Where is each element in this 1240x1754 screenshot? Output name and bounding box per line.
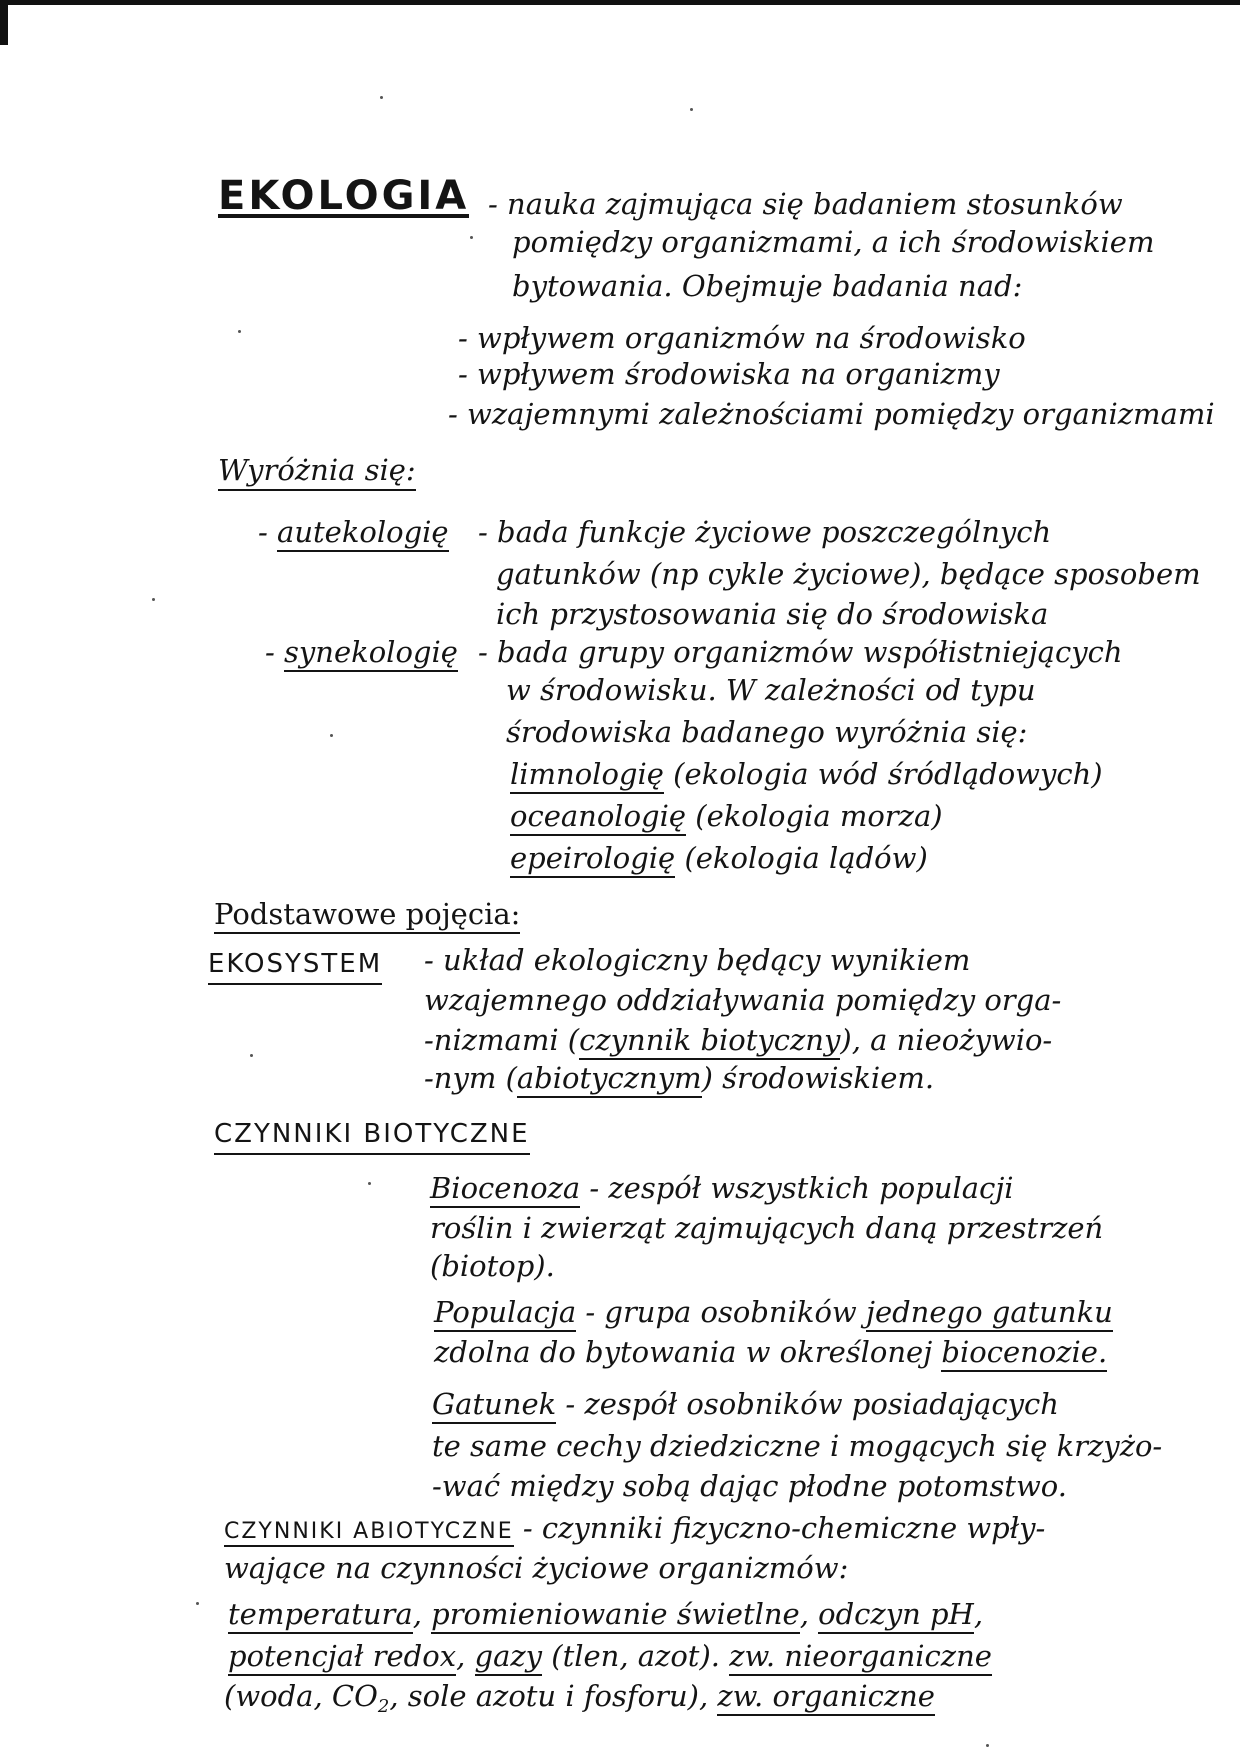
distinguish-label: Wyróżnia się: bbox=[218, 452, 416, 491]
species-line-3: -wać między sobą dając płodne potomstwo. bbox=[432, 1469, 1067, 1503]
abiotic-term: abiotycznym bbox=[517, 1061, 702, 1098]
synecology-term: synekologię bbox=[284, 635, 458, 672]
text-run: - grupa osobników bbox=[585, 1295, 866, 1329]
ecosystem-line-1: - układ ekologiczny będący wynikiem bbox=[424, 943, 971, 977]
text-run: - czynniki fizyczno-chemiczne wpły- bbox=[522, 1511, 1046, 1545]
species-line-1 bbox=[432, 1386, 1059, 1422]
abiotic-line-1 bbox=[224, 1510, 1045, 1550]
species-term: Gatunek bbox=[432, 1387, 556, 1424]
synecology-line-2: w środowisku. W zależności od typu bbox=[506, 673, 1036, 707]
heading-line-3: bytowania. Obejmuje badania nad: bbox=[512, 269, 1023, 303]
subfield-epeirology bbox=[510, 840, 928, 876]
scope-item-1: - wpływem organizmów na środowisko bbox=[458, 321, 1026, 355]
scan-speck bbox=[368, 1182, 371, 1185]
basics-label bbox=[214, 896, 520, 932]
ecosystem-line-4 bbox=[424, 1060, 934, 1096]
scan-speck bbox=[238, 330, 241, 333]
subfield-term: epeirologię bbox=[510, 841, 675, 878]
text-run: , sole azotu i fosforu), bbox=[389, 1679, 718, 1713]
synecology-item: - synekologię bbox=[265, 634, 458, 670]
heading-title: EKOLOGIA bbox=[218, 173, 470, 219]
one-species-term: jednego gatunku bbox=[866, 1295, 1113, 1332]
subfield-limnology bbox=[510, 756, 1103, 792]
species-line-2: te same cechy dziedziczne i mogących się krzyżo- bbox=[432, 1429, 1163, 1463]
factor-organic: zw. organiczne bbox=[717, 1679, 935, 1716]
text-run: -nizmami ( bbox=[424, 1023, 580, 1057]
text-run: , bbox=[799, 1597, 819, 1631]
ecosystem-term: EKOSYSTEM bbox=[208, 946, 382, 985]
text-run: (woda, CO bbox=[224, 1679, 378, 1713]
factor-ph: odczyn pH bbox=[818, 1597, 974, 1634]
scan-speck bbox=[196, 1602, 199, 1605]
ecosystem-line-3 bbox=[424, 1022, 1052, 1058]
text-run: - zespół osobników posiadających bbox=[565, 1387, 1059, 1421]
scan-speck bbox=[986, 1744, 989, 1747]
biocenosis-line-1 bbox=[430, 1170, 1014, 1206]
scan-speck bbox=[330, 734, 333, 737]
subfield-term: limnologię bbox=[510, 757, 664, 794]
biocenosis-term: Biocenoza bbox=[430, 1171, 580, 1208]
text-run: ), a nieożywio- bbox=[840, 1023, 1053, 1057]
synecology-line-1: - bada grupy organizmów współistniejących bbox=[478, 635, 1123, 669]
subscript: 2 bbox=[377, 1696, 390, 1717]
biocenosis-line-3: (biotop). bbox=[430, 1249, 555, 1283]
ecosystem-line-2: wzajemnego oddziaływania pomiędzy orga- bbox=[424, 983, 1062, 1017]
biotic-label: CZYNNIKI BIOTYCZNE bbox=[214, 1116, 530, 1155]
synecology-line-3: środowiska badanego wyróżnia się: bbox=[506, 715, 1028, 749]
population-line-1 bbox=[434, 1294, 1113, 1330]
biocenosis-line-2: roślin i zwierząt zajmujących daną przestrzeń bbox=[430, 1211, 1104, 1245]
factor-gases: gazy bbox=[475, 1639, 543, 1676]
subfield-oceanology bbox=[510, 798, 943, 834]
scan-speck bbox=[152, 598, 155, 601]
heading-line-1: - nauka zajmująca się badaniem stosunków bbox=[488, 187, 1123, 221]
biotic-factor-term: czynnik biotyczny bbox=[579, 1023, 840, 1060]
scan-speck bbox=[250, 1054, 253, 1057]
autecology-line-2: gatunków (np cykle życiowe), będące sposobem bbox=[496, 557, 1201, 591]
abiotic-line-3 bbox=[228, 1596, 983, 1632]
text-run: , bbox=[456, 1639, 475, 1673]
abiotic-line-4 bbox=[228, 1638, 992, 1674]
scan-speck bbox=[690, 108, 693, 111]
scan-speck bbox=[380, 96, 383, 99]
scope-item-3: - wzajemnymi zależnościami pomiędzy organizmami bbox=[448, 397, 1215, 431]
subfield-desc: (ekologia wód śródlądowych) bbox=[673, 757, 1103, 791]
abiotic-line-5 bbox=[224, 1678, 935, 1725]
autecology-line-1: - bada funkcje życiowe poszczególnych bbox=[478, 515, 1052, 549]
scan-speck bbox=[470, 236, 473, 239]
biocenosis-ref: biocenozie. bbox=[941, 1335, 1107, 1372]
subfield-desc: (ekologia lądów) bbox=[684, 841, 928, 875]
abiotic-line-2: wające na czynności życiowe organizmów: bbox=[224, 1551, 849, 1585]
text-run: ) środowiskiem. bbox=[701, 1061, 935, 1095]
subfield-term: oceanologię bbox=[510, 799, 686, 836]
factor-inorganic: zw. nieorganiczne bbox=[729, 1639, 992, 1676]
scope-item-2: - wpływem środowiska na organizmy bbox=[458, 357, 1000, 391]
subfield-desc: (ekologia morza) bbox=[695, 799, 943, 833]
text-run: zdolna do bytowania w określonej bbox=[434, 1335, 942, 1369]
population-term: Populacja bbox=[434, 1295, 576, 1332]
text-run: (tlen, azot). bbox=[542, 1639, 730, 1673]
text-run: - zespół wszystkich populacji bbox=[589, 1171, 1014, 1205]
basics-label-text: Podstawowe pojęcia: bbox=[214, 897, 520, 934]
population-line-2 bbox=[434, 1334, 1107, 1370]
factor-light: promieniowanie świetlne bbox=[431, 1597, 800, 1634]
factor-redox: potencjał redox bbox=[228, 1639, 456, 1676]
autecology-item: - autekologię bbox=[258, 514, 449, 550]
factor-temperature: temperatura bbox=[228, 1597, 413, 1634]
abiotic-label: CZYNNIKI ABIOTYCZNE bbox=[224, 1519, 514, 1547]
autecology-term: autekologię bbox=[277, 515, 449, 552]
text-run: , bbox=[973, 1597, 984, 1631]
heading-line-2: pomiędzy organizmami, a ich środowiskiem bbox=[512, 225, 1155, 259]
text-run: -nym ( bbox=[424, 1061, 517, 1095]
text-run: , bbox=[412, 1597, 432, 1631]
autecology-line-3: ich przystosowania się do środowiska bbox=[496, 597, 1049, 631]
